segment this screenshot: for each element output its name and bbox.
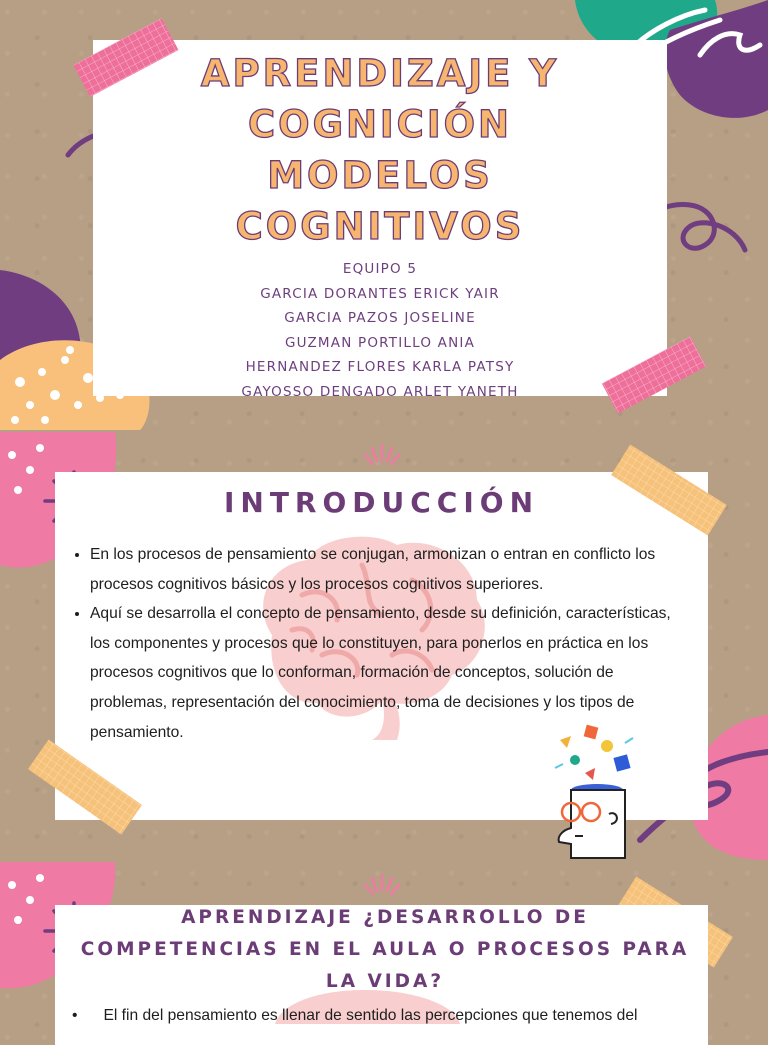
team-members (93, 257, 667, 405)
introduction-title: INTRODUCCIÓN (223, 486, 540, 519)
introduction-body (75, 540, 695, 747)
cover-title-line: COGNITIVOS (235, 205, 525, 248)
pink-fan-mark-intro (365, 445, 399, 464)
cover-title-line: COGNICIÓN (247, 103, 513, 146)
list-item: • Aquí se desarrolla el concepto de pensamiento, desde su definición, características, los componentes y procesos que lo constituyen, para ponerlos en práctica en los procesos cognitivos que lo conforman, formación de conceptos, solución de problemas, representación del conocimiento, toma de decisiones y los tipos de pensamiento. (90, 599, 695, 747)
member-name: GARCIA DORANTES ERICK YAIR (260, 285, 500, 302)
pink-fan-mark-sec3 (365, 875, 399, 894)
thinking-head-illustration (545, 718, 655, 868)
member-name: GARCIA PAZOS JOSELINE (284, 310, 476, 327)
member-name: HERNANDEZ FLORES KARLA PATSY (245, 359, 515, 376)
member-name: GAYOSSO DENGADO ARLET YANETH (241, 383, 519, 400)
section-title-line: COMPETENCIAS EN EL AULA O PROCESOS PARA (80, 939, 690, 960)
section-title-line: APRENDIZAJE ¿DESARROLLO DE (181, 907, 589, 928)
bullet-dot: • (72, 1007, 104, 1024)
team-label: EQUIPO 5 (342, 261, 418, 277)
cover-title (93, 48, 667, 252)
learning-section-body (72, 1001, 712, 1031)
section-title-line: LA VIDA? (325, 971, 445, 992)
cover-title-line: MODELOS (267, 154, 493, 197)
member-name: GUZMAN PORTILLO ANIA (284, 334, 476, 351)
list-item: • En los procesos de pensamiento se conjugan, armonizan o entran en conflicto los procesos cognitivos básicos y los procesos cognitivos superiores. (90, 540, 695, 599)
cover-title-line: APRENDIZAJE Y (200, 52, 560, 95)
list-item: El fin del pensamiento es llenar de sentido las percepciones que tenemos del (103, 1007, 638, 1024)
yellow-tape-intro-bottom-left (20, 735, 150, 840)
learning-section-title (80, 902, 690, 998)
